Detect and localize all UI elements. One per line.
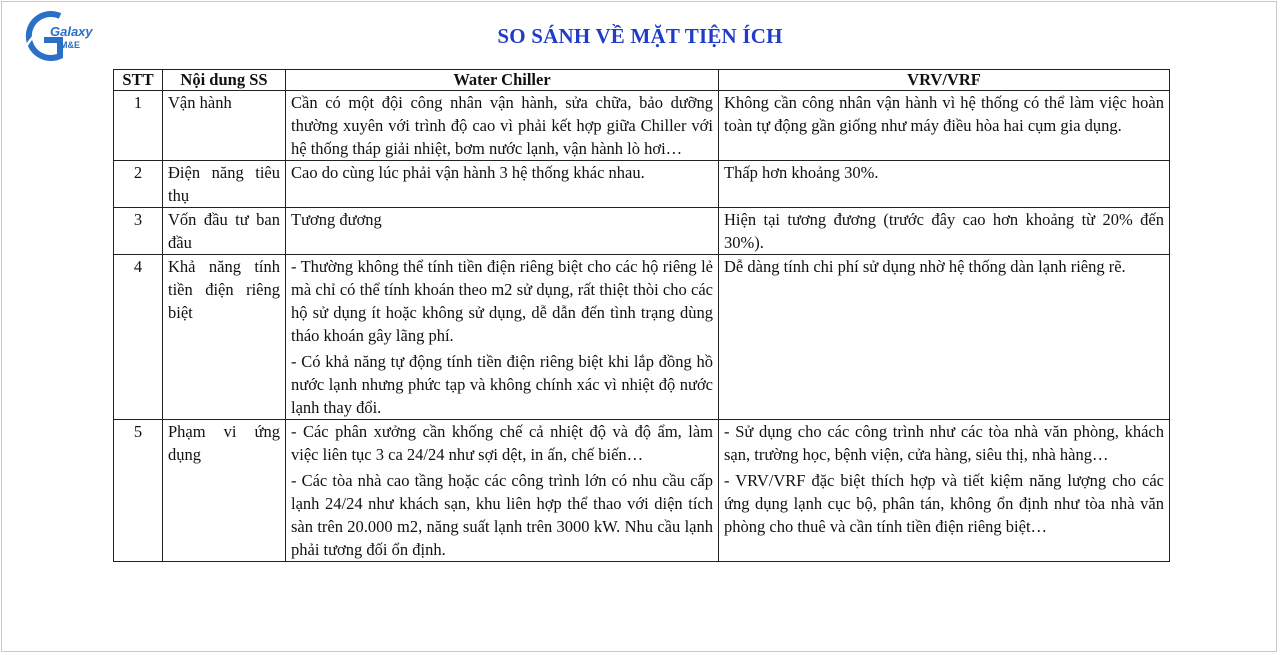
cell-paragraph: - Có khả năng tự động tính tiền điện riêng biệt khi lắp đồng hồ nước lạnh nhưng phức tạp và không chính xác vì nhiệt độ nước lạnh thay đổi. xyxy=(291,352,713,417)
logo-sub: M&E xyxy=(60,40,80,50)
cell-vrv-vrf xyxy=(719,91,1170,161)
cell-water-chiller xyxy=(286,91,719,161)
cell-paragraph: Tương đương xyxy=(291,210,382,229)
table-row xyxy=(114,91,1170,161)
cell-topic: Điện năng tiêu thụ xyxy=(163,161,286,208)
cell-stt: 2 xyxy=(114,161,163,208)
cell-vrv-vrf xyxy=(719,255,1170,420)
header-water-chiller: Water Chiller xyxy=(286,70,719,91)
table-body xyxy=(114,91,1170,562)
cell-paragraph: - Các phân xưởng cần khống chế cả nhiệt độ và độ ẩm, làm việc liên tục 3 ca 24/24 như sợi dệt, in ấn, chế biến… xyxy=(291,422,713,464)
cell-paragraph: - VRV/VRF đặc biệt thích hợp và tiết kiệm năng lượng cho các ứng dụng lạnh cục bộ, phân tán, không ổn định như tòa nhà văn phòng cho thuê và cần tính tiền điện riêng biệt… xyxy=(724,471,1164,536)
cell-paragraph: Hiện tại tương đương (trước đây cao hơn khoảng từ 20% đến 30%). xyxy=(724,210,1164,252)
cell-topic: Phạm vi ứng dụng xyxy=(163,420,286,562)
cell-paragraph: - Sử dụng cho các công trình như các tòa nhà văn phòng, khách sạn, trường học, bệnh viện, cửa hàng, siêu thị, nhà hàng… xyxy=(724,422,1164,464)
logo-name: Galaxy xyxy=(50,24,93,39)
cell-stt: 4 xyxy=(114,255,163,420)
cell-water-chiller xyxy=(286,208,719,255)
cell-paragraph: Cần có một đội công nhân vận hành, sửa chữa, bảo dưỡng thường xuyên với trình độ cao vì phải kết hợp giữa Chiller với hệ thống tháp giải nhiệt, bơm nước lạnh, vận hành lò hơi… xyxy=(291,93,713,158)
cell-stt: 5 xyxy=(114,420,163,562)
header-topic: Nội dung SS xyxy=(163,70,286,91)
table-row xyxy=(114,161,1170,208)
cell-paragraph: - Các tòa nhà cao tầng hoặc các công trình lớn có nhu cầu cấp lạnh 24/24 như khách sạn, khu liên hợp thể thao với diện tích sàn trên 20.000 m2, năng suất lạnh trên 3000 kW. Nhu cầu lạnh phải tương đối ổn định. xyxy=(291,471,713,559)
page-title: SO SÁNH VỀ MẶT TIỆN ÍCH xyxy=(497,24,783,48)
table-row xyxy=(114,420,1170,562)
cell-paragraph: Cao do cùng lúc phải vận hành 3 hệ thống khác nhau. xyxy=(291,163,645,182)
cell-vrv-vrf xyxy=(719,420,1170,562)
header-stt: STT xyxy=(114,70,163,91)
cell-topic: Khả năng tính tiền điện riêng biệt xyxy=(163,255,286,420)
cell-topic: Vốn đầu tư ban đầu xyxy=(163,208,286,255)
cell-stt: 3 xyxy=(114,208,163,255)
cell-vrv-vrf xyxy=(719,208,1170,255)
cell-paragraph: Dễ dàng tính chi phí sử dụng nhờ hệ thống dàn lạnh riêng rẽ. xyxy=(724,257,1126,276)
comparison-table xyxy=(113,69,1170,562)
header-vrv-vrf: VRV/VRF xyxy=(719,70,1170,91)
table-header-row xyxy=(114,70,1170,91)
cell-stt: 1 xyxy=(114,91,163,161)
cell-vrv-vrf xyxy=(719,161,1170,208)
table-row xyxy=(114,208,1170,255)
table-row xyxy=(114,255,1170,420)
cell-topic: Vận hành xyxy=(163,91,286,161)
cell-paragraph: Thấp hơn khoảng 30%. xyxy=(724,163,879,182)
cell-paragraph: - Thường không thể tính tiền điện riêng biệt cho các hộ riêng lẻ mà chỉ có thể tính khoán theo m2 sử dụng, rất thiệt thòi cho các hộ sử dụng ít hoặc không sử dụng, dễ dẫn đến tình trạng dùng tháo khoán gây lãng phí. xyxy=(291,257,713,345)
cell-water-chiller xyxy=(286,161,719,208)
cell-paragraph: Không cần công nhân vận hành vì hệ thống có thể làm việc hoàn toàn tự động gần giống như máy điều hòa hai cụm gia dụng. xyxy=(724,93,1164,135)
cell-water-chiller xyxy=(286,420,719,562)
cell-water-chiller xyxy=(286,255,719,420)
